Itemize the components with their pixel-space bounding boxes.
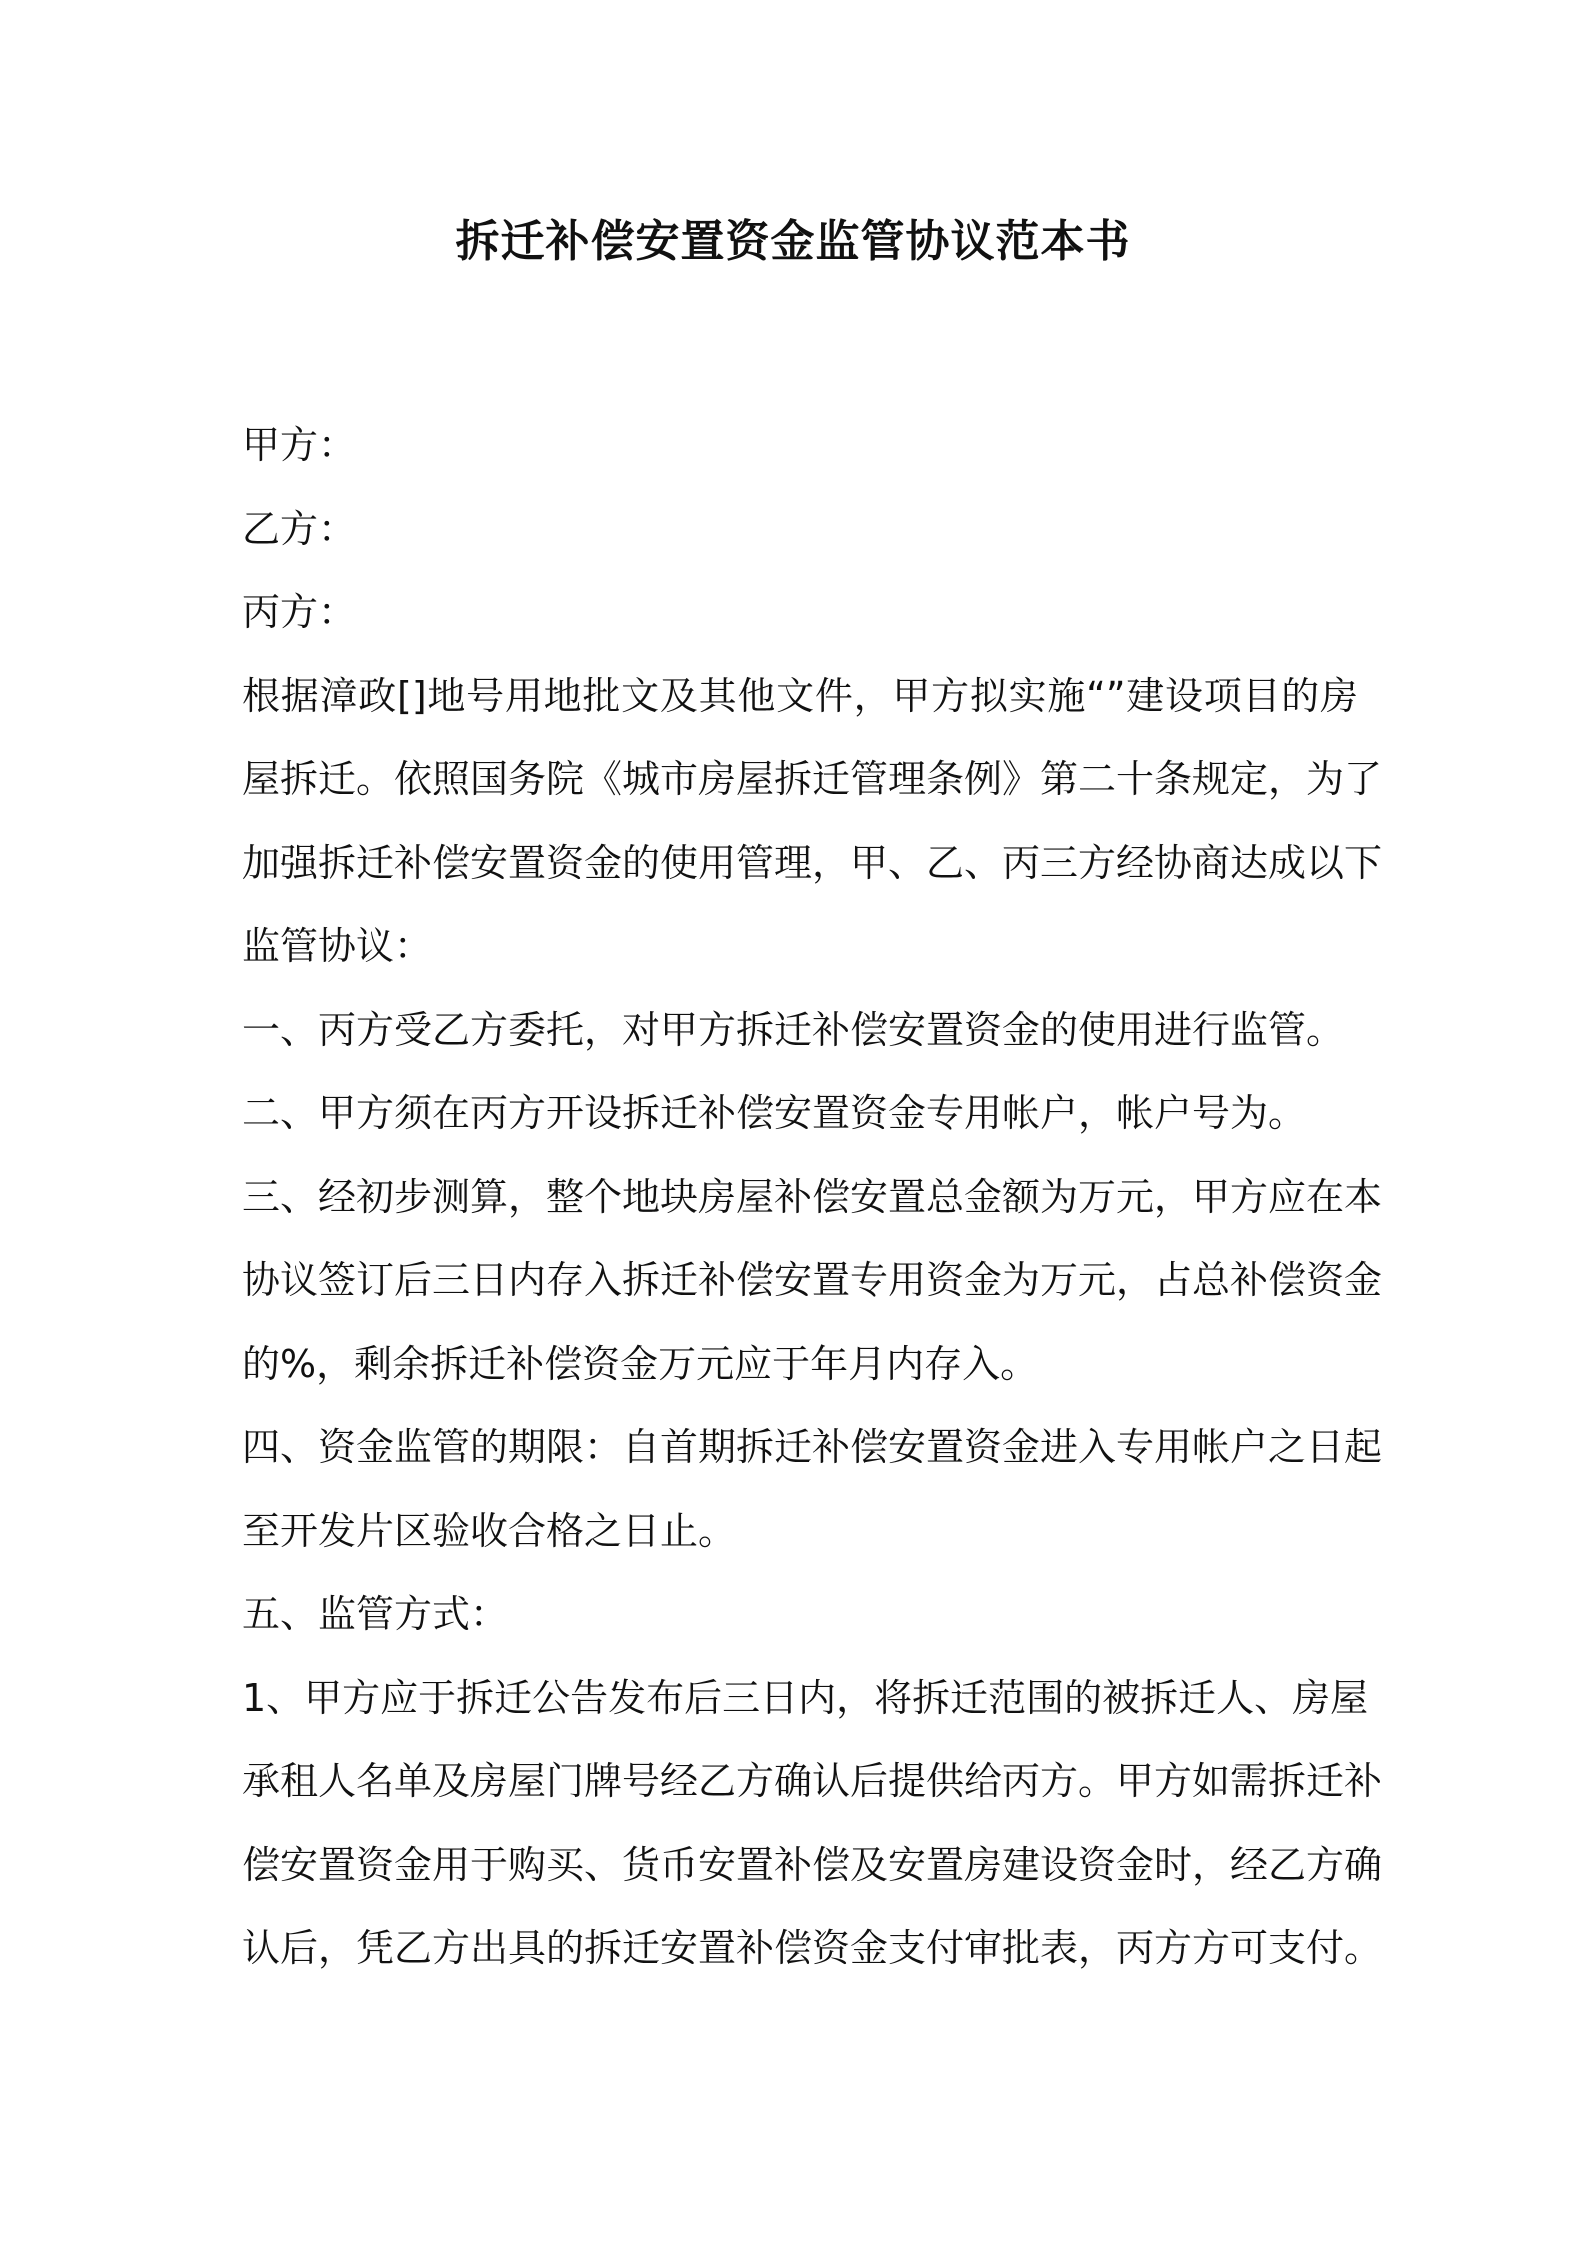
body-line: 的%，剩余拆迁补偿资金万元应于年月内存入。 xyxy=(242,1341,1039,1386)
body-line: 五、监管方式： xyxy=(242,1592,509,1636)
body-line: 协议签订后三日内存入拆迁补偿安置专用资金为万元，占总补偿资金 xyxy=(242,1258,1383,1302)
body-line: 根据漳政[]地号用地批文及其他文件，甲方拟实施“”建设项目的房 xyxy=(242,673,1358,718)
document-body xyxy=(242,404,1383,1991)
body-line: 至开发片区验收合格之日止。 xyxy=(242,1508,737,1553)
body-line: 认后，凭乙方出具的拆迁安置补偿资金支付审批表，丙方方可支付。 xyxy=(242,1926,1383,1970)
body-line: 1、甲方应于拆迁公告发布后三日内，将拆迁范围的被拆迁人、房屋 xyxy=(242,1675,1369,1720)
body-line: 三、经初步测算，整个地块房屋补偿安置总金额为万元，甲方应在本 xyxy=(242,1174,1383,1219)
body-line: 偿安置资金用于购买、货币安置补偿及安置房建设资金时，经乙方确 xyxy=(242,1842,1383,1887)
body-line: 乙方： xyxy=(242,506,357,551)
body-line: 监管协议： xyxy=(242,924,433,968)
body-line: 加强拆迁补偿安置资金的使用管理，甲、乙、丙三方经协商达成以下 xyxy=(242,840,1383,885)
body-line: 一、丙方受乙方委托，对甲方拆迁补偿安置资金的使用进行监管。 xyxy=(242,1007,1345,1052)
body-line: 二、甲方须在丙方开设拆迁补偿安置资金专用帐户，帐户号为。 xyxy=(242,1091,1307,1135)
body-line: 承租人名单及房屋门牌号经乙方确认后提供给丙方。甲方如需拆迁补 xyxy=(242,1759,1383,1803)
body-line: 丙方： xyxy=(242,590,357,634)
body-line: 屋拆迁。依照国务院《城市房屋拆迁管理条例》第二十条规定，为了 xyxy=(242,757,1383,801)
document-title: 拆迁补偿安置资金监管协议范本书 xyxy=(455,216,1131,267)
body-line: 甲方： xyxy=(242,423,357,467)
body-line: 四、资金监管的期限：自首期拆迁补偿安置资金进入专用帐户之日起 xyxy=(242,1425,1383,1469)
